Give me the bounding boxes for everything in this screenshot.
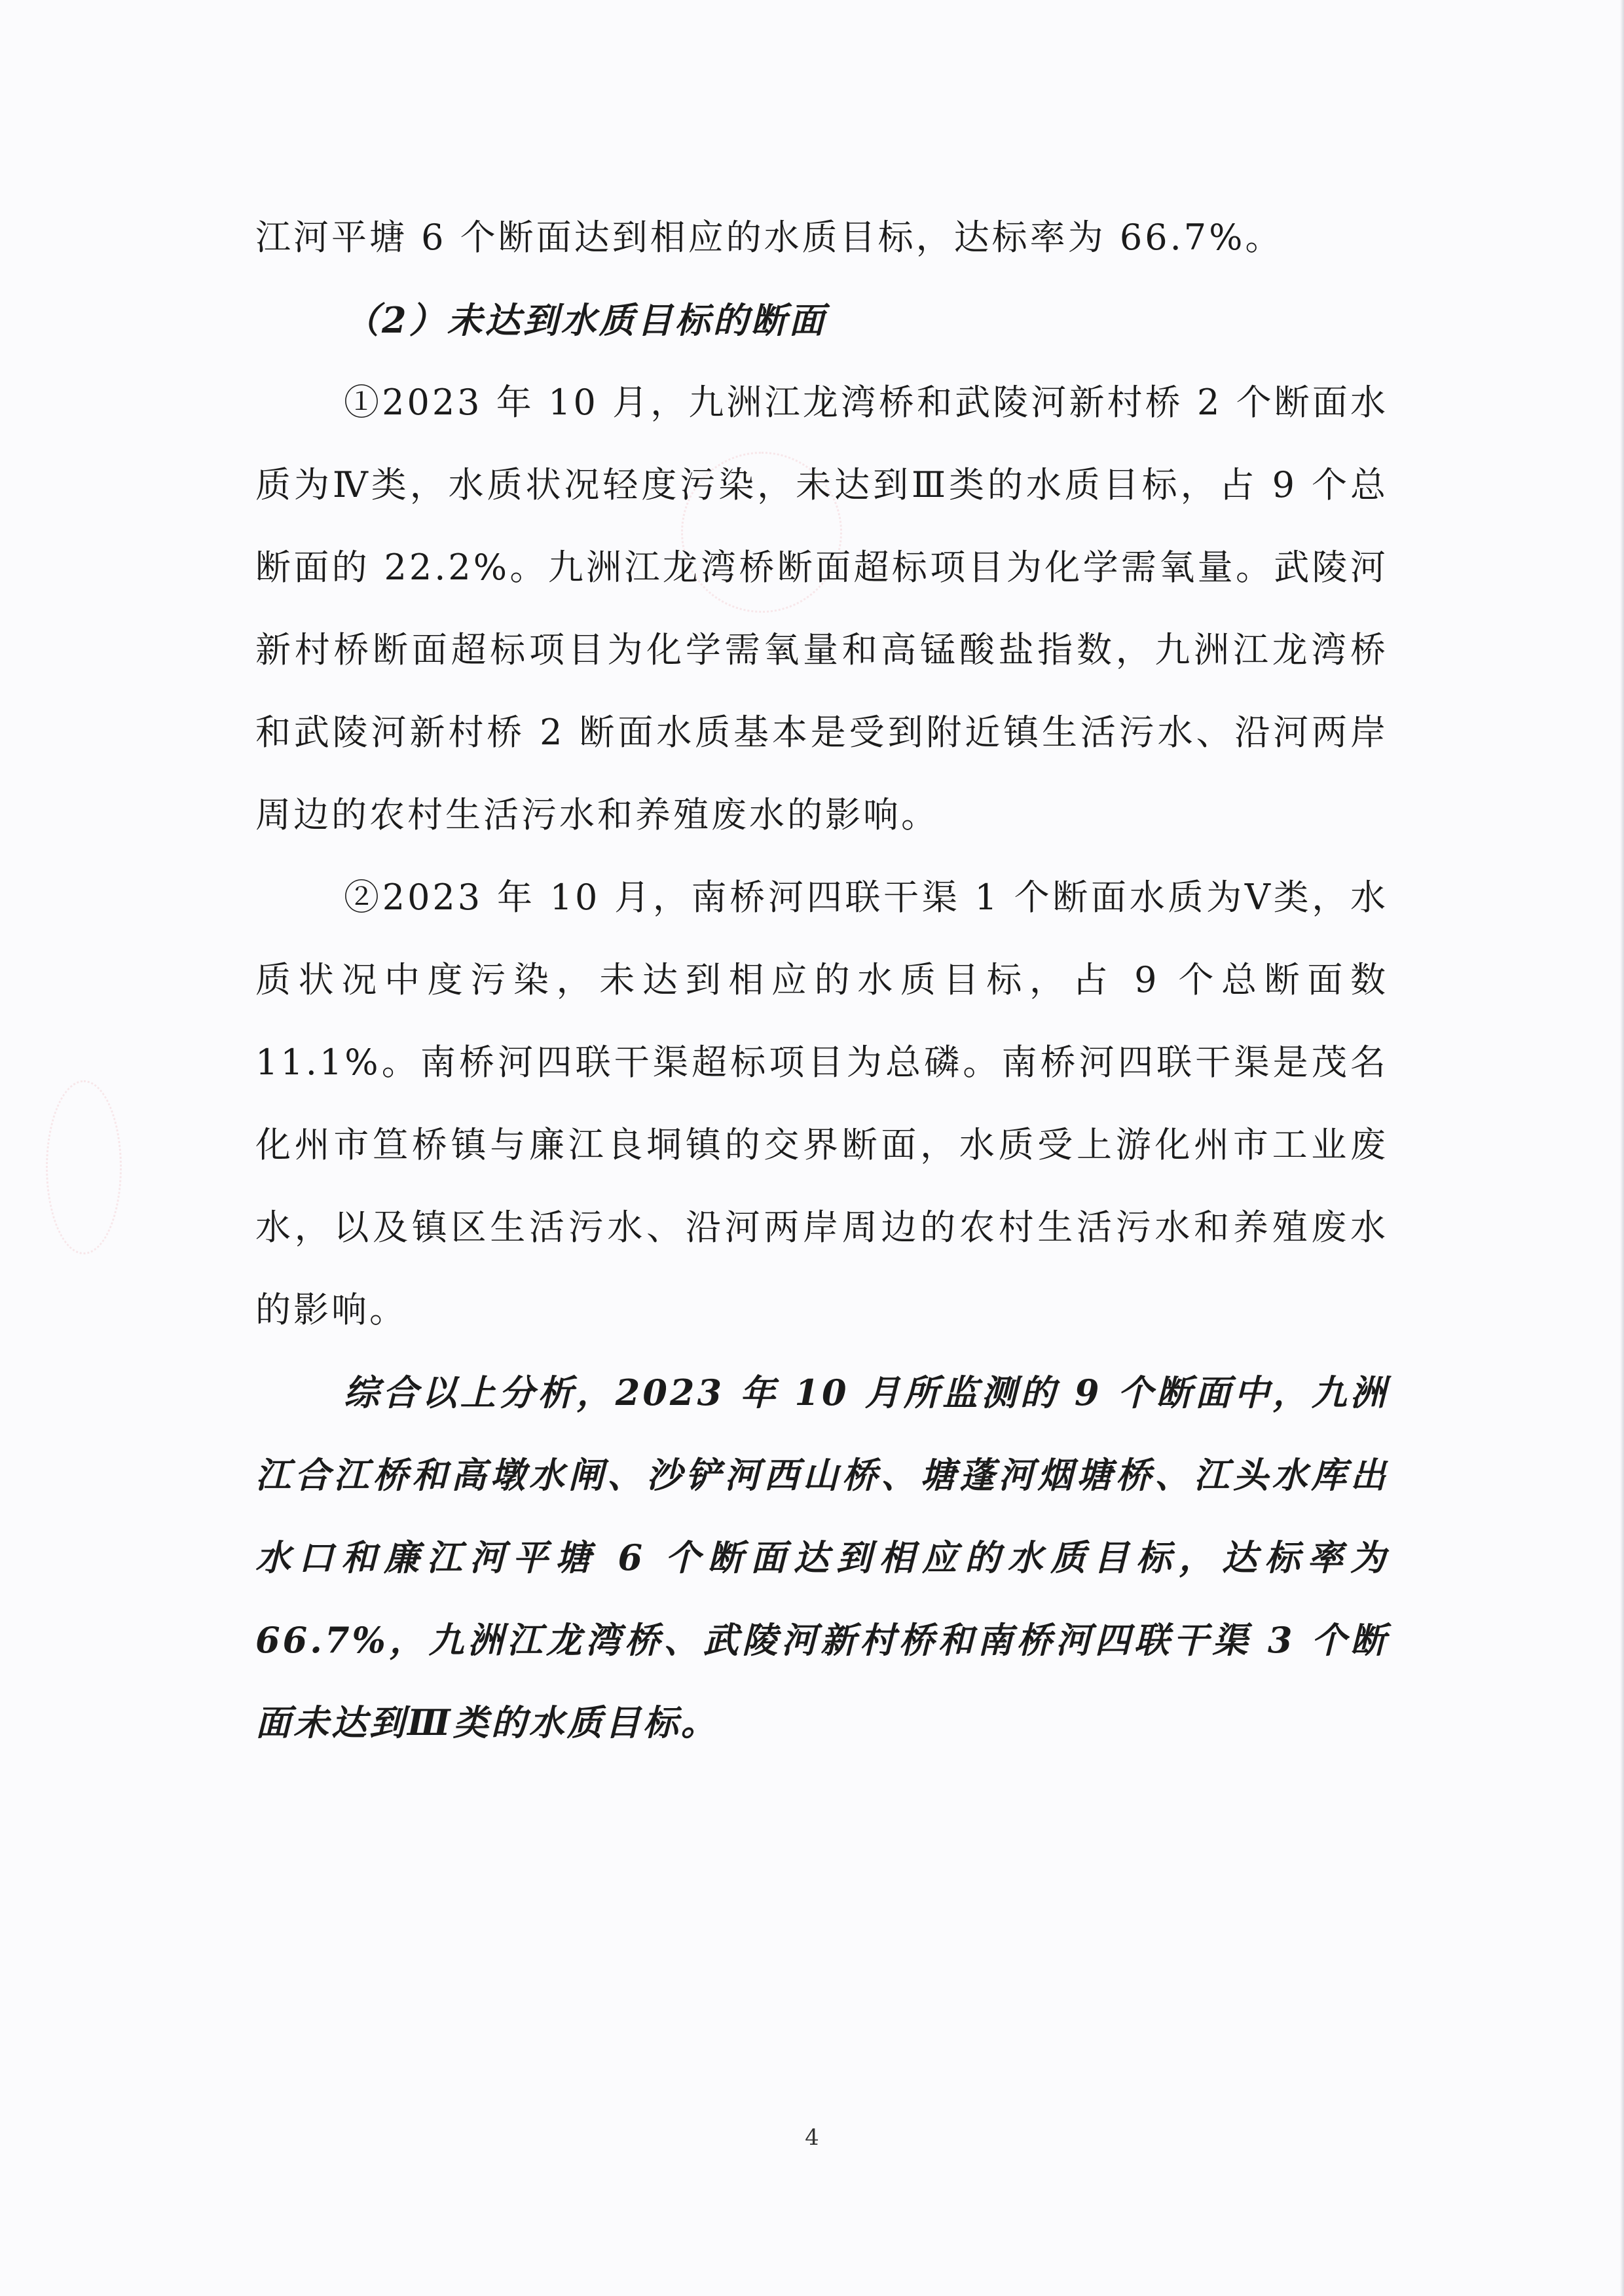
paragraph-item-2: ②2023 年 10 月，南桥河四联干渠 1 个断面水质为Ⅴ类，水质状况中度污染，未达到相应的水质目标，占 9 个总断面数 11.1%。南桥河四联干渠超标项目为总磷。南桥河四联干渠是茂名化州市笪桥镇与廉江良垌镇的交界断面，水质受上游化州市工业废水，以及镇区生活污水、沿河两岸周边的农村生活污水和养殖废水的影响。: [255, 877, 1388, 1330]
scan-edge-shadow: [1620, 0, 1624, 2296]
document-body: [255, 196, 1388, 1764]
summary-paragraph: 综合以上分析，2023 年 10 月所监测的 9 个断面中，九洲江合江桥和高墩水闸、沙铲河西山桥、塘蓬河烟塘桥、江头水库出水口和廉江河平塘 6 个断面达到相应的水质目标，达标率为 66.7%，九洲江龙湾桥、武陵河新村桥和南桥河四联干渠 3 个断面未达到Ⅲ类的水质目标。: [255, 1372, 1388, 1743]
section-heading: （2）未达到水质目标的断面: [344, 299, 827, 341]
paragraph-item-1: ①2023 年 10 月，九洲江龙湾桥和武陵河新村桥 2 个断面水质为Ⅳ类，水质状况轻度污染，未达到Ⅲ类的水质目标，占 9 个总断面的 22.2%。九洲江龙湾桥断面超标项目为化学需氧量。武陵河新村桥断面超标项目为化学需氧量和高锰酸盐指数，九洲江龙湾桥和武陵河新村桥 2 断面水质基本是受到附近镇生活污水、沿河两岸周边的农村生活污水和养殖废水的影响。: [255, 382, 1388, 835]
paragraph-continuation: 江河平塘 6 个断面达到相应的水质目标，达标率为 66.7%。: [255, 217, 1283, 258]
page-number: 4: [805, 2124, 819, 2151]
faint-stamp-mark: [46, 1080, 122, 1254]
